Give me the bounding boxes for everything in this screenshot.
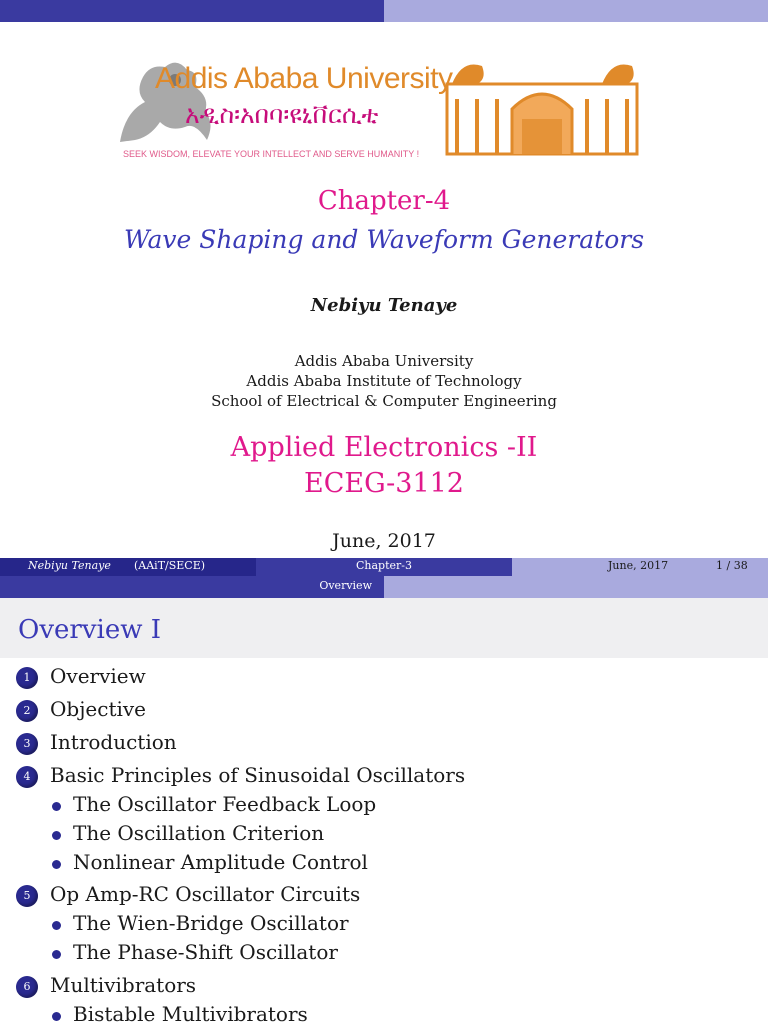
affiliation-line: Addis Ababa Institute of Technology [246, 372, 522, 390]
building-emblem-icon [437, 54, 647, 164]
logo-amharic-name: አዲስ፡አበባ፡ዩኒቨርሲቲ [185, 100, 379, 129]
author-name: Nebiyu Tenaye [310, 295, 458, 316]
top-nav-bar-left [0, 0, 384, 22]
logo-university-name: Addis Ababa University [155, 62, 453, 95]
toc-item-label: Basic Principles of Sinusoidal Oscillators [50, 763, 466, 787]
affiliation-line: School of Electrical & Computer Engineering [211, 392, 557, 410]
chapter-heading: Chapter-4 [317, 186, 451, 216]
footer-date: June, 2017 [608, 559, 669, 572]
affiliation-block [0, 351, 768, 411]
toc-subitem-label: The Oscillation Criterion [73, 821, 325, 845]
footer-short-title: Chapter-3 [355, 559, 412, 572]
toc-item-label: Introduction [50, 730, 177, 754]
section-nav-bar-right [384, 576, 768, 598]
toc-subitem-label: Bistable Multivibrators [73, 1002, 308, 1026]
nav-section-link[interactable]: Overview [319, 579, 372, 592]
toc-number-badge: 3 [16, 733, 38, 755]
footer-page-number: 1 / 38 [716, 559, 748, 572]
footer-date-box [512, 558, 768, 576]
footer-author-box [0, 558, 256, 576]
university-logo [115, 52, 655, 170]
toc-subitem-label: The Phase-Shift Oscillator [73, 940, 338, 964]
bullet-icon [52, 802, 61, 811]
section-nav-bar [0, 576, 768, 598]
bullet-icon [52, 950, 61, 959]
footer-institute: (AAiT/SECE) [134, 559, 206, 572]
presentation-date: June, 2017 [332, 530, 436, 552]
toc-item-label: Overview [50, 664, 146, 688]
toc-item-label: Objective [50, 697, 147, 721]
bullet-icon [52, 831, 61, 840]
toc-number-badge: 5 [16, 885, 38, 907]
presentation-subtitle: Wave Shaping and Waveform Generators [123, 225, 645, 254]
toc-number-badge: 6 [16, 976, 38, 998]
top-nav-bar [0, 0, 768, 22]
footer-author: Nebiyu Tenaye [28, 559, 111, 572]
toc-item-label: Op Amp-RC Oscillator Circuits [50, 882, 361, 906]
course-code: ECEG-3112 [304, 468, 464, 499]
toc-number-badge: 2 [16, 700, 38, 722]
footer-title-box [256, 558, 512, 576]
frame-title: Overview I [18, 615, 161, 645]
toc-subitem-label: The Wien-Bridge Oscillator [73, 911, 349, 935]
affiliation-line: Addis Ababa University [294, 352, 474, 370]
slide-footer [0, 558, 768, 576]
toc-number-badge: 1 [16, 667, 38, 689]
toc-subitem-label: The Oscillator Feedback Loop [73, 792, 377, 816]
top-nav-bar-right [384, 0, 768, 22]
toc-number-badge: 4 [16, 766, 38, 788]
logo-motto: SEEK WISDOM, ELEVATE YOUR INTELLECT AND SERVE HUMANITY ! [123, 149, 420, 159]
toc-subitem-label: Nonlinear Amplitude Control [73, 850, 368, 874]
course-name: Applied Electronics -II [230, 432, 538, 463]
bullet-icon [52, 860, 61, 869]
toc-item-label: Multivibrators [50, 973, 197, 997]
course-title [0, 430, 768, 502]
bullet-icon [52, 921, 61, 930]
bullet-icon [52, 1012, 61, 1021]
